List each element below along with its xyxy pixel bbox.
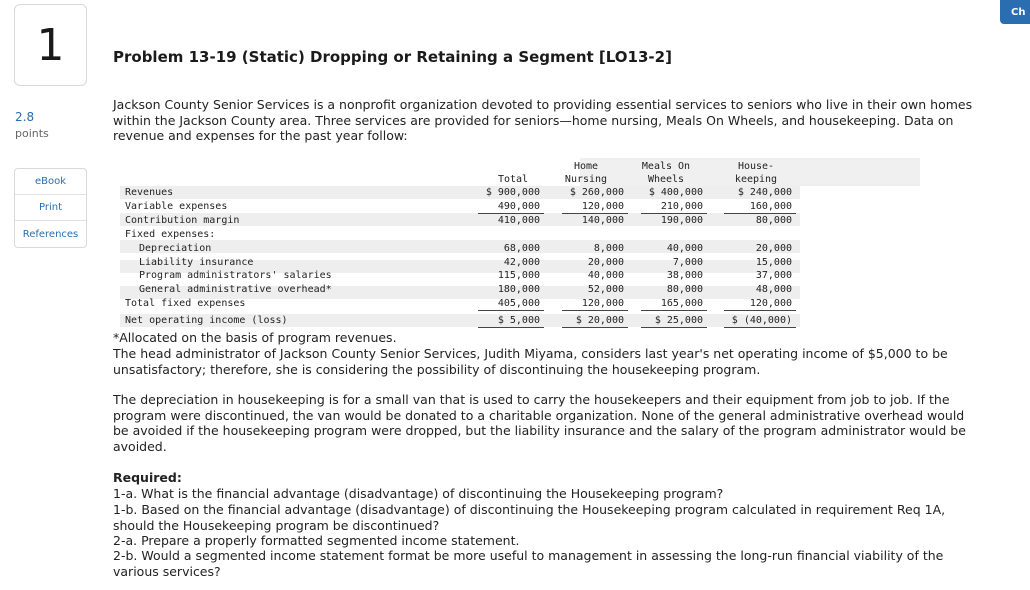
table-cell: 38,000 — [666, 270, 703, 281]
table-cell: 52,000 — [587, 284, 624, 295]
row-label: Net operating income (loss) — [125, 315, 288, 326]
requirement-1b: 1-b. Based on the financial advantage (disadvantage) of discontinuing the Housekeeping program calculated in requirement Req 1A, should the Housekeeping program be discontinued? — [113, 502, 946, 533]
table-cell: 190,000 — [660, 215, 703, 226]
table-cell: 20,000 — [587, 257, 624, 268]
row-label: General administrative overhead* — [139, 284, 332, 295]
requirement-2b: 2-b. Would a segmented income statement format be more useful to management in assessing the long-run financial viability of the various services? — [113, 548, 944, 579]
footnote: *Allocated on the basis of program revenues. — [113, 330, 397, 345]
table-cell: 15,000 — [755, 257, 792, 268]
total-rule — [641, 327, 707, 328]
table-cell: 40,000 — [666, 243, 703, 254]
table-cell: 180,000 — [497, 284, 540, 295]
requirement-1a: 1-a. What is the financial advantage (disadvantage) of discontinuing the Housekeeping program? — [113, 486, 724, 501]
print-link[interactable]: Print — [15, 195, 86, 221]
points-value: 2.8 — [15, 110, 35, 124]
column-header: Total — [497, 174, 529, 185]
table-cell: 115,000 — [497, 270, 540, 281]
references-link[interactable]: References — [22, 228, 79, 240]
required-heading: Required: — [113, 470, 182, 485]
depreciation-paragraph: The depreciation in housekeeping is for a small van that is used to carry the housekeepers and their equipment from job to job. If the program were discontinued, the van would be donated to a charitable organization. None of the general administrative overhead would be avoided if the housekeeping program were dropped, but the liability insurance and the salary of the program administrator would be avoided. — [113, 392, 966, 454]
table-cell: 160,000 — [749, 201, 792, 212]
requirement-2a: 2-a. Prepare a properly formatted segmented income statement. — [113, 533, 520, 548]
column-header: Wheels — [647, 174, 685, 185]
table-cell: 120,000 — [749, 298, 792, 309]
total-rule — [641, 213, 707, 214]
table-cell: 37,000 — [755, 270, 792, 281]
table-cell: 20,000 — [755, 243, 792, 254]
total-rule — [478, 213, 544, 214]
income-table — [120, 158, 800, 332]
corner-button[interactable]: Ch — [1000, 0, 1030, 24]
table-cell: 490,000 — [497, 201, 540, 212]
problem-title: Problem 13-19 (Static) Dropping or Retaining a Segment [LO13-2] — [113, 48, 672, 66]
column-header: Home — [573, 161, 599, 172]
column-header: keeping — [734, 174, 778, 185]
table-cell: $ 20,000 — [575, 315, 624, 326]
table-cell: 120,000 — [581, 298, 624, 309]
intro-paragraph: Jackson County Senior Services is a nonprofit organization devoted to providing essential services to seniors who live in their own homes within the Jackson County area. Three services are provided for seniors—home nursing, Meals On Wheels, and housekeeping. Data on revenue and expenses for the past year follow: — [113, 97, 973, 144]
total-rule — [562, 310, 628, 311]
row-label: Program administrators' salaries — [139, 270, 332, 281]
table-cell: 120,000 — [581, 201, 624, 212]
table-cell: 405,000 — [497, 298, 540, 309]
table-cell: 42,000 — [503, 257, 540, 268]
total-rule — [724, 213, 796, 214]
situation-paragraph: The head administrator of Jackson County Senior Services, Judith Miyama, considers last year's net operating income of $5,000 to be unsatisfactory; therefore, she is considering the possibility of discontinuing the housekeeping program. — [113, 346, 948, 377]
ebook-link[interactable]: eBook — [15, 169, 86, 195]
table-cell: 410,000 — [497, 215, 540, 226]
row-label: Fixed expenses: — [125, 229, 216, 240]
total-rule — [641, 310, 707, 311]
table-cell: 68,000 — [503, 243, 540, 254]
table-cell: 8,000 — [593, 243, 624, 254]
table-cell: 48,000 — [755, 284, 792, 295]
table-cell: 140,000 — [581, 215, 624, 226]
row-label: Total fixed expenses — [125, 298, 246, 309]
table-cell: $ 900,000 — [485, 187, 540, 198]
total-rule — [724, 327, 796, 328]
total-rule — [562, 327, 628, 328]
table-cell: 40,000 — [587, 270, 624, 281]
row-label: Depreciation — [139, 243, 212, 254]
row-label: Revenues — [125, 187, 174, 198]
total-rule — [478, 327, 544, 328]
table-cell: 210,000 — [660, 201, 703, 212]
table-cell: $ 5,000 — [497, 315, 540, 326]
table-cell: $ 400,000 — [648, 187, 703, 198]
row-label: Variable expenses — [125, 201, 228, 212]
table-cell: 7,000 — [672, 257, 703, 268]
table-cell: 80,000 — [755, 215, 792, 226]
column-header: Meals On — [641, 161, 691, 172]
table-cell: 80,000 — [666, 284, 703, 295]
points-label: points — [15, 127, 49, 140]
row-label: Contribution margin — [125, 215, 240, 226]
total-rule — [724, 310, 796, 311]
table-cell: 165,000 — [660, 298, 703, 309]
resource-links — [14, 168, 87, 248]
table-cell: $ 25,000 — [654, 315, 703, 326]
total-rule — [478, 310, 544, 311]
table-cell: $ (40,000) — [731, 315, 792, 326]
column-header: House- — [737, 161, 775, 172]
column-header: Nursing — [564, 174, 608, 185]
total-rule — [562, 213, 628, 214]
table-cell: $ 240,000 — [737, 187, 792, 198]
table-cell: $ 260,000 — [569, 187, 624, 198]
row-label: Liability insurance — [139, 257, 254, 268]
question-number: 1 — [14, 4, 87, 86]
